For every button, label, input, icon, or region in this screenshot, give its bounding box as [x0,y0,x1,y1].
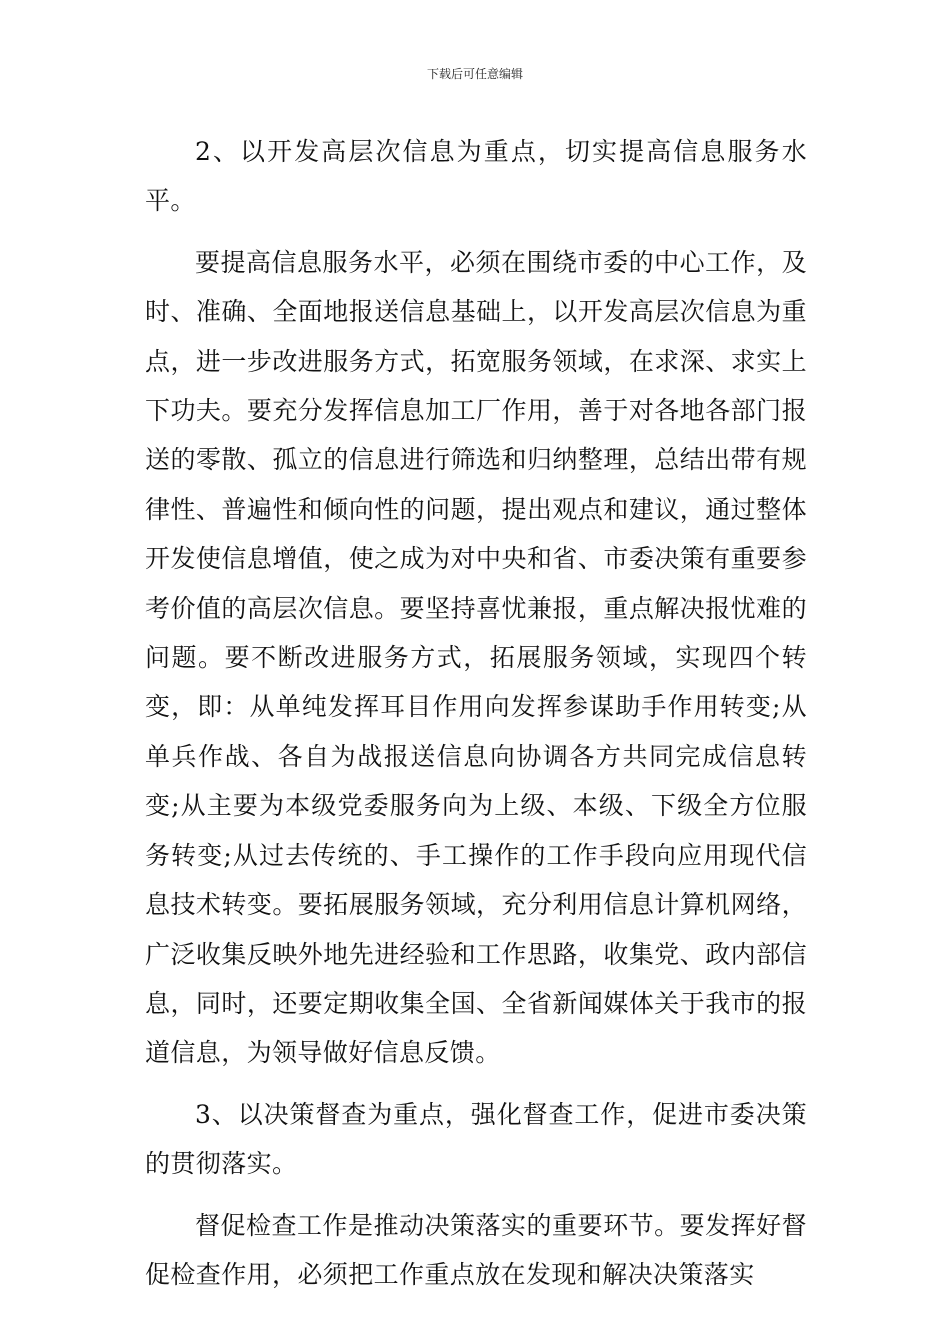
page-header-note: 下载后可任意编辑 [426,67,523,81]
body-paragraph: 督促检查工作是推动决策落实的重要环节。要发挥好督促检查作用，必须把工作重点放在发现和解决决策落实 [145,1210,807,1289]
document-body [145,127,807,1311]
section-heading-2: 2、以开发高层次信息为重点，切实提高信息服务水平。 [145,137,807,216]
body-paragraph: 要提高信息服务水平，必须在围绕市委的中心工作，及时、准确、全面地报送信息基础上，以开发高层次信息为重点，进一步改进服务方式，拓宽服务领域，在求深、求实上下功夫。要充分发挥信息加工厂作用，善于对各地各部门报送的零散、孤立的信息进行筛选和归纳整理，总结出带有规律性、普遍性和倾向性的问题，提出观点和建议，通过整体开发使信息增值，使之成为对中央和省、市委决策有重要参考价值的高层次信息。要坚持喜忧兼报，重点解决报忧难的问题。要不断改进服务方式，拓展服务领域，实现四个转变，即：从单纯发挥耳目作用向发挥参谋助手作用转变;从单兵作战、各自为战报送信息向协调各方共同完成信息转变;从主要为本级党委服务向为上级、本级、下级全方位服务转变;从过去传统的、手工操作的工作手段向应用现代信息技术转变。要拓展服务领域，充分利用信息计算机网络，广泛收集反映外地先进经验和工作思路，收集党、政内部信息，同时，还要定期收集全国、全省新闻媒体关于我市的报道信息，为领导做好信息反馈。 [145,247,807,1068]
section-heading-3: 3、以决策督查为重点，强化督查工作，促进市委决策的贯彻落实。 [145,1099,807,1179]
